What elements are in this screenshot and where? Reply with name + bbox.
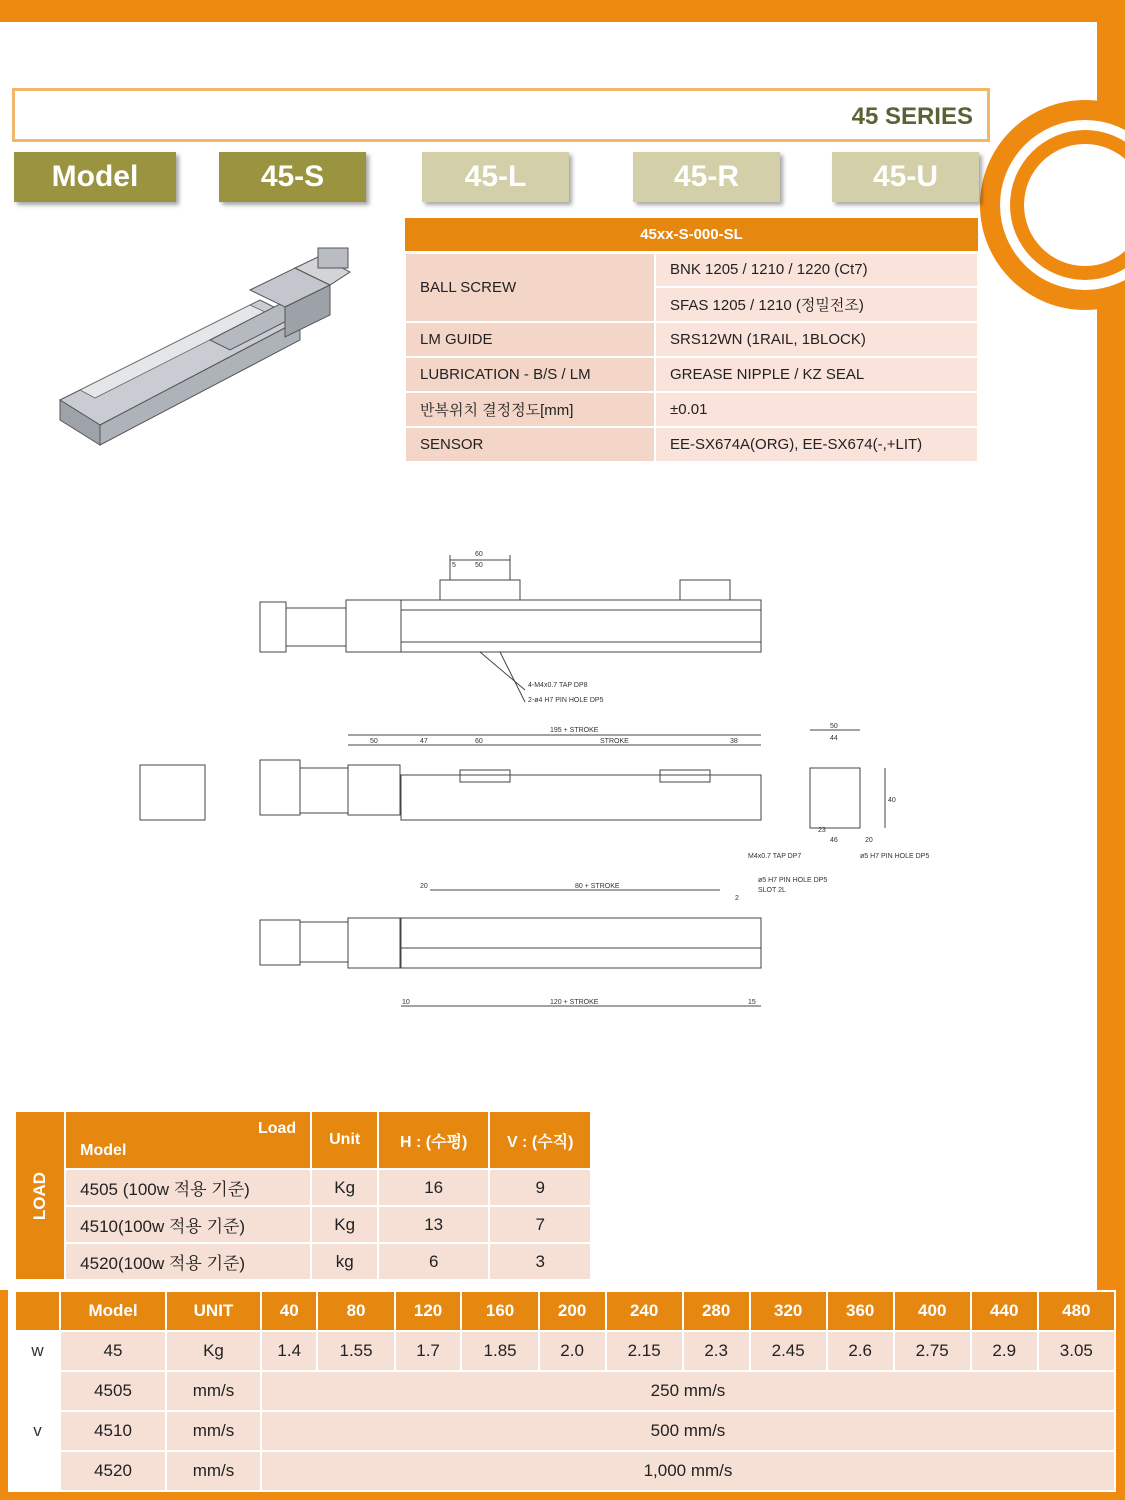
dim-40: 40 bbox=[888, 797, 896, 804]
spec-title: 45xx-S-000-SL bbox=[405, 218, 978, 252]
v-model: 4505 bbox=[60, 1371, 166, 1411]
dim-10: 10 bbox=[402, 999, 410, 1006]
load-v: 9 bbox=[489, 1169, 591, 1206]
frame-top bbox=[0, 0, 1125, 22]
load-v: 3 bbox=[489, 1243, 591, 1280]
spd-corner bbox=[15, 1291, 60, 1331]
hdr-v: V : (수직) bbox=[489, 1111, 591, 1169]
dim-15: 15 bbox=[748, 999, 756, 1006]
tab-45-u[interactable]: 45-U bbox=[832, 152, 979, 202]
bottom-view bbox=[260, 877, 827, 1006]
spd-hdr-model: Model bbox=[60, 1291, 166, 1331]
dim-2: 2 bbox=[735, 895, 739, 902]
dim-50c: 50 bbox=[830, 723, 838, 730]
load-model: 4510(100w 적용 기준) bbox=[65, 1206, 311, 1243]
load-h: 6 bbox=[378, 1243, 489, 1280]
tab-45-r[interactable]: 45-R bbox=[633, 152, 780, 202]
stroke-header: 280 bbox=[683, 1291, 750, 1331]
side-view bbox=[140, 723, 929, 860]
hdr-h: H : (수평) bbox=[378, 1111, 489, 1169]
ball-screw-label: BALL SCREW bbox=[405, 252, 655, 322]
stroke-header: 120 bbox=[395, 1291, 462, 1331]
ball-screw-1: BNK 1205 / 1210 / 1220 (Ct7) bbox=[655, 252, 978, 287]
weight-cell: 1.4 bbox=[261, 1331, 317, 1371]
tab-45-l[interactable]: 45-L bbox=[422, 152, 569, 202]
pin-note-3: ø5 H7 PIN HOLE DP5 bbox=[758, 877, 828, 884]
load-unit: kg bbox=[311, 1243, 378, 1280]
dim-44: 44 bbox=[830, 735, 838, 742]
load-model: 4505 (100w 적용 기준) bbox=[65, 1169, 311, 1206]
stroke-header: 160 bbox=[461, 1291, 538, 1331]
v-value: 250 mm/s bbox=[261, 1371, 1115, 1411]
top-view bbox=[260, 551, 761, 704]
w-unit: Kg bbox=[166, 1331, 261, 1371]
weight-cell: 2.0 bbox=[539, 1331, 606, 1371]
dim-60: 60 bbox=[475, 551, 483, 558]
stroke-header: 440 bbox=[971, 1291, 1038, 1331]
dim-60b: 60 bbox=[475, 738, 483, 745]
hdr-unit: Unit bbox=[311, 1111, 378, 1169]
slot-note: SLOT 2L bbox=[758, 887, 786, 894]
v-unit: mm/s bbox=[166, 1411, 261, 1451]
weight-cell: 2.75 bbox=[894, 1331, 971, 1371]
load-h: 13 bbox=[378, 1206, 489, 1243]
ball-screw-2: SFAS 1205 / 1210 (정밀전조) bbox=[655, 287, 978, 322]
series-header bbox=[12, 88, 990, 142]
frame-left bbox=[0, 1290, 8, 1500]
hdr-model: Model bbox=[80, 1142, 127, 1159]
load-side-text: LOAD bbox=[30, 1171, 50, 1220]
stroke-header: 320 bbox=[750, 1291, 827, 1331]
repeat-label: 반복위치 결정정도[mm] bbox=[405, 392, 655, 427]
w-model: 45 bbox=[60, 1331, 166, 1371]
v-value: 500 mm/s bbox=[261, 1411, 1115, 1451]
v-model: 4520 bbox=[60, 1451, 166, 1491]
w-label: w bbox=[15, 1331, 60, 1371]
dim-80: 80 + STROKE bbox=[575, 883, 620, 890]
weight-cell: 2.3 bbox=[683, 1331, 750, 1371]
technical-drawing bbox=[130, 540, 950, 1020]
stroke-header: 40 bbox=[261, 1291, 317, 1331]
lubrication-label: LUBRICATION - B/S / LM bbox=[405, 357, 655, 392]
stroke-header: 80 bbox=[317, 1291, 394, 1331]
lm-guide-label: LM GUIDE bbox=[405, 322, 655, 357]
spec-table bbox=[404, 218, 979, 463]
weight-cell: 1.55 bbox=[317, 1331, 394, 1371]
series-title: 45 SERIES bbox=[851, 103, 973, 130]
v-value: 1,000 mm/s bbox=[261, 1451, 1115, 1491]
weight-cell: 2.45 bbox=[750, 1331, 827, 1371]
dim-20: 20 bbox=[865, 837, 873, 844]
dim-195: 195 + STROKE bbox=[550, 727, 599, 734]
stroke-header: 400 bbox=[894, 1291, 971, 1331]
v-unit: mm/s bbox=[166, 1371, 261, 1411]
dim-38: 38 bbox=[730, 738, 738, 745]
load-unit: Kg bbox=[311, 1206, 378, 1243]
dim-5: 5 bbox=[452, 562, 456, 569]
product-image bbox=[50, 240, 370, 460]
stroke-header: 240 bbox=[606, 1291, 683, 1331]
lubrication-value: GREASE NIPPLE / KZ SEAL bbox=[655, 357, 978, 392]
weight-cell: 2.9 bbox=[971, 1331, 1038, 1371]
stroke-header: 480 bbox=[1038, 1291, 1115, 1331]
dim-120: 120 + STROKE bbox=[550, 999, 599, 1006]
v-model: 4510 bbox=[60, 1411, 166, 1451]
pin-note: 2-ø4 H7 PIN HOLE DP5 bbox=[528, 697, 604, 704]
dim-47: 47 bbox=[420, 738, 428, 745]
model-label: Model bbox=[14, 152, 176, 202]
dim-46: 46 bbox=[830, 837, 838, 844]
weight-cell: 1.85 bbox=[461, 1331, 538, 1371]
dim-20b: 20 bbox=[420, 883, 428, 890]
spd-hdr-unit: UNIT bbox=[166, 1291, 261, 1331]
repeat-value: ±0.01 bbox=[655, 392, 978, 427]
weight-cell: 2.15 bbox=[606, 1331, 683, 1371]
tab-45-s[interactable]: 45-S bbox=[219, 152, 366, 202]
frame-bottom bbox=[0, 1492, 1125, 1500]
speed-table bbox=[14, 1290, 1116, 1492]
dim-stroke: STROKE bbox=[600, 738, 629, 745]
dim-50b: 50 bbox=[370, 738, 378, 745]
hdr-load: Load bbox=[257, 1120, 297, 1137]
weight-cell: 2.6 bbox=[827, 1331, 894, 1371]
load-unit: Kg bbox=[311, 1169, 378, 1206]
sensor-label: SENSOR bbox=[405, 427, 655, 462]
load-h: 16 bbox=[378, 1169, 489, 1206]
pin-note-2: ø5 H7 PIN HOLE DP5 bbox=[860, 853, 930, 860]
tap-note: 4-M4x0.7 TAP DP8 bbox=[528, 682, 588, 689]
weight-cell: 1.7 bbox=[395, 1331, 462, 1371]
v-label: v bbox=[15, 1371, 60, 1491]
load-table bbox=[14, 1110, 592, 1281]
load-side-label bbox=[15, 1111, 65, 1280]
weight-cell: 3.05 bbox=[1038, 1331, 1115, 1371]
tap-note-2: M4x0.7 TAP DP7 bbox=[748, 853, 802, 860]
sensor-value: EE-SX674A(ORG), EE-SX674(-,+LIT) bbox=[655, 427, 978, 462]
load-model: 4520(100w 적용 기준) bbox=[65, 1243, 311, 1280]
lm-guide-value: SRS12WN (1RAIL, 1BLOCK) bbox=[655, 322, 978, 357]
load-header-diagonal bbox=[65, 1111, 311, 1169]
load-v: 7 bbox=[489, 1206, 591, 1243]
dim-50: 50 bbox=[475, 562, 483, 569]
stroke-header: 360 bbox=[827, 1291, 894, 1331]
dim-23: 23 bbox=[818, 827, 826, 834]
stroke-header: 200 bbox=[539, 1291, 606, 1331]
v-unit: mm/s bbox=[166, 1451, 261, 1491]
